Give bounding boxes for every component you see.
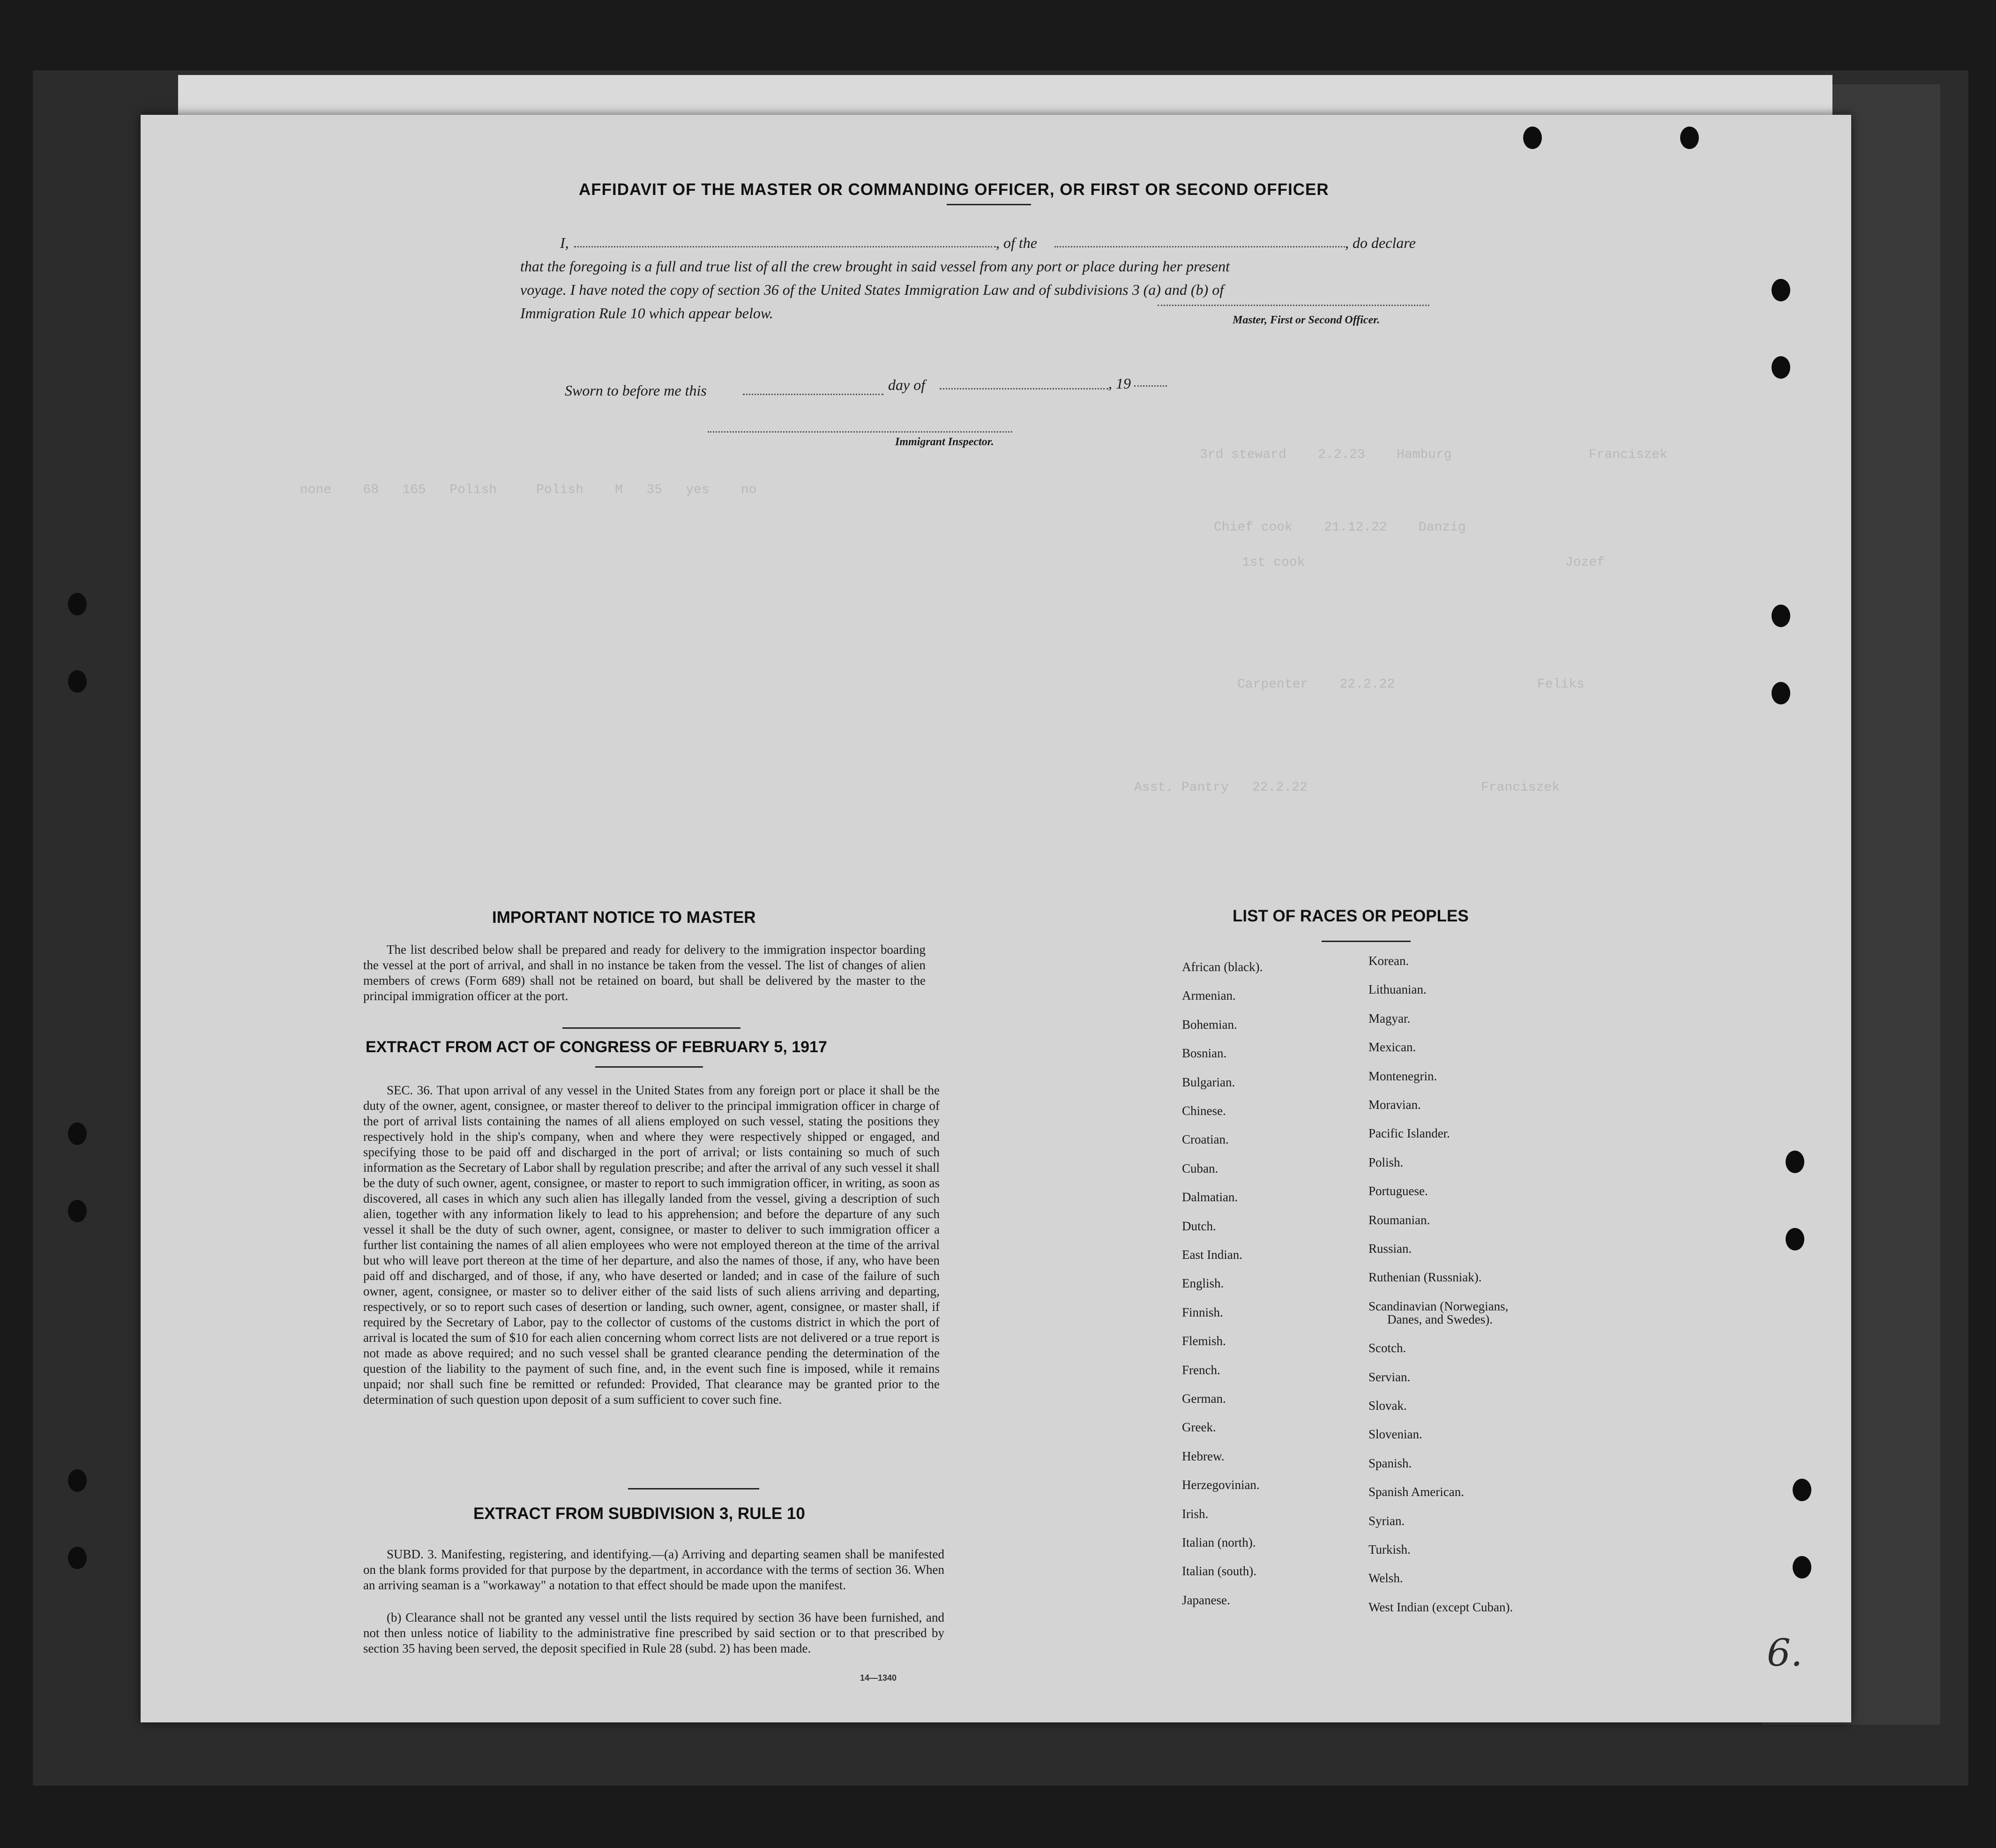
binder-hole: [1772, 356, 1790, 379]
extract-act-title: EXTRACT FROM ACT OF CONGRESS OF FEBRUARY 5, 1917: [366, 1038, 827, 1056]
sworn-year-field[interactable]: [1134, 385, 1167, 387]
bleed-through-text: Franciszek: [1481, 780, 1560, 795]
race-item-col1-19: Irish.: [1182, 1506, 1209, 1521]
race-item-col1-12: Finnish.: [1182, 1305, 1223, 1319]
inspector-signature-field[interactable]: [708, 431, 1012, 433]
race-item-col2-17: Slovenian.: [1368, 1427, 1422, 1442]
race-item-col2-3: Mexican.: [1368, 1040, 1416, 1055]
extract-act-text: SEC. 36. That upon arrival of any vessel in the United States from any foreign port or place it shall be the duty of the owner, agent, consignee, or master thereof to deliver to the principal immigration officer in charge of the port of arrival lists containing the names of all aliens employed on such vessel, stating the positions they respectively hold in the ship's company, when and where they were respectively shipped or engaged, and specifying those to be paid off and discharged in the port of arrival; or lists containing so much of such information as the Secretary of Labor shall by regulation prescribe; and after the arrival of any such vessel it shall be the duty of such owner, agent, consignee, or master to report to such immigration officer, in writing, as soon as discovered, all cases in which any such alien has illegally landed from the vessel, giving a description of such alien, together with any information likely to lead to his apprehension; and before the departure of any such vessel it shall be the duty of such owner, agent, consignee, or master to deliver to such immigration officer a further list containing the names of all alien employees who were not employed thereon at the time of the arrival but who will leave port thereon at the time of her departure, and also the names of those, if any, who have been paid off and discharged, and of those, if any, who have deserted or landed; and in case of the failure of such owner, agent, consignee, or master so to deliver either of the said lists of such aliens arriving and departing, respectively, or so to report such cases of desertion or landing, such owner, agent, consignee, or master shall, if required by the Secretary of Labor, pay to the collector of customs of the customs district in which the port of arrival is located the sum of $10 for each alien concerning whom correct lists are not delivered or a true report is not made as above required; and no such vessel shall be granted clearance pending the determination of the question of the liability to the payment of such fine, and, in the event such fine is imposed, while it remains unpaid; nor shall such fine be remitted or refunded: Provided, That clearance may be granted prior to the determination of such question upon deposit of a sum sufficient to cover such fine.: [363, 1083, 940, 1407]
extract-rule-para-b: (b) Clearance shall not be granted any vessel until the lists required by section 36 have been furnished, and not then unless notice of liability to the administrative fine prescribed by said section or to that prescribed by section 35 having been served, the deposit specified in Rule 28 (subd. 2) has been made.: [363, 1610, 944, 1655]
binder-hole: [1523, 127, 1542, 149]
binder-hole: [1786, 1228, 1804, 1250]
title-underline: [947, 204, 1031, 205]
race-item-col1-20: Italian (north).: [1182, 1535, 1256, 1549]
bleed-through-text: Asst. Pantry 22.2.22: [1134, 780, 1308, 795]
manifest-page: [141, 115, 1851, 1722]
bleed-through-text: Jozef: [1565, 555, 1605, 570]
binder-hole: [1772, 279, 1790, 301]
affidavit-do-declare: , do declare: [1345, 234, 1416, 251]
race-item-col2-7: Polish.: [1368, 1155, 1404, 1169]
race-item-col2-2: Magyar.: [1368, 1011, 1411, 1025]
race-item-col2-10: Russian.: [1368, 1242, 1412, 1256]
race-item-col2-6: Pacific Islander.: [1368, 1126, 1450, 1141]
race-item-col2-14: Scotch.: [1368, 1341, 1406, 1355]
race-item-col2-11: Ruthenian (Russniak).: [1368, 1270, 1482, 1285]
binder-hole: [68, 670, 87, 693]
section-divider: [1322, 941, 1411, 942]
race-item-col1-13: Flemish.: [1182, 1334, 1226, 1348]
affidavit-line-2: voyage. I have noted the copy of section 36 of the United States Immigration Law and of subdivisions 3 (a) and (b) of: [520, 281, 1224, 298]
race-item-col2-4: Montenegrin.: [1368, 1069, 1437, 1083]
race-item-col2-1: Lithuanian.: [1368, 982, 1427, 997]
binder-hole: [68, 1469, 87, 1492]
race-item-col1-15: German.: [1182, 1392, 1226, 1406]
sworn-to-label: Sworn to before me this: [565, 382, 707, 399]
extract-rule-para-a: SUBD. 3. Manifesting, registering, and identifying.—(a) Arriving and departing seamen shall be manifested on the blank forms provided for that purpose by the department, in accordance with the terms of section 36. When an arriving seaman is a "workaway" a notation to that effect should be made upon the manifest.: [363, 1547, 944, 1592]
bleed-through-text: 1st cook: [1242, 555, 1305, 570]
race-item-col1-7: Cuban.: [1182, 1161, 1219, 1175]
binder-hole: [68, 593, 87, 615]
section-divider: [628, 1488, 759, 1489]
race-item-col1-21: Italian (south).: [1182, 1564, 1256, 1579]
name-field[interactable]: [574, 246, 996, 247]
race-item-col1-1: Armenian.: [1182, 988, 1236, 1003]
race-item-col1-2: Bohemian.: [1182, 1017, 1237, 1032]
races-title: LIST OF RACES OR PEOPLES: [1233, 907, 1469, 925]
race-item-col1-5: Chinese.: [1182, 1104, 1226, 1118]
vessel-field[interactable]: [1054, 246, 1345, 247]
master-signature-field[interactable]: [1158, 305, 1429, 306]
race-item-col1-4: Bulgarian.: [1182, 1075, 1235, 1089]
master-signature-label: Master, First or Second Officer.: [1233, 314, 1380, 326]
race-item-col1-0: African (black).: [1182, 960, 1263, 974]
race-item-col2-22: Welsh.: [1368, 1571, 1403, 1586]
bleed-through-text: Franciszek: [1589, 448, 1668, 462]
race-item-col1-3: Bosnian.: [1182, 1046, 1227, 1061]
binder-hole: [1772, 605, 1790, 627]
binder-hole: [1793, 1479, 1811, 1501]
race-item-col2-23: West Indian (except Cuban).: [1368, 1600, 1513, 1614]
race-item-col1-14: French.: [1182, 1362, 1220, 1377]
race-item-col2-5: Moravian.: [1368, 1098, 1421, 1112]
bleed-through-text: Carpenter 22.2.22: [1237, 677, 1395, 692]
binder-hole: [68, 1122, 87, 1145]
race-item-col1-18: Herzegovinian.: [1182, 1478, 1260, 1492]
race-item-col1-17: Hebrew.: [1182, 1449, 1225, 1463]
binder-hole: [1772, 682, 1790, 704]
year-label: , 19: [1108, 375, 1131, 392]
race-item-col2-8: Portuguese.: [1368, 1184, 1428, 1198]
race-item-col1-6: Croatian.: [1182, 1132, 1229, 1147]
race-item-col1-8: Dalmatian.: [1182, 1190, 1238, 1205]
bleed-through-text: 3rd steward 2.2.23 Hamburg: [1200, 448, 1452, 462]
race-item-col1-10: East Indian.: [1182, 1248, 1242, 1262]
extract-rule-title: EXTRACT FROM SUBDIVISION 3, RULE 10: [473, 1504, 805, 1523]
race-item-col2-19: Spanish American.: [1368, 1485, 1464, 1499]
affidavit-i: I,: [560, 234, 569, 251]
race-item-col1-11: English.: [1182, 1276, 1224, 1291]
race-item-col1-16: Greek.: [1182, 1420, 1216, 1435]
inspector-label: Immigrant Inspector.: [895, 436, 994, 448]
affidavit-of-the: , of the: [996, 234, 1037, 251]
important-notice-text: The list described below shall be prepared and ready for delivery to the immigration inspector boarding the vessel at the port of arrival, and shall in no instance be taken from the vessel. The list of changes of alien members of crews (Form 689) shall not be retained on board, but shall be delivered by the master to the principal immigration officer at the port.: [363, 943, 926, 1003]
race-item-col2-21: Turkish.: [1368, 1542, 1411, 1556]
race-item-col2-12: Scandinavian (Norwegians,: [1368, 1299, 1509, 1313]
affidavit-line-1: that the foregoing is a full and true list of all the crew brought in said vessel from any port or place during her present: [520, 258, 1230, 275]
race-item-col2-13: Danes, and Swedes).: [1387, 1312, 1493, 1326]
day-of-label: day of: [888, 376, 926, 393]
bleed-through-text: none 68 165 Polish Polish M 35 yes no: [300, 483, 757, 497]
bleed-through-text: Chief cook 21.12.22 Danzig: [1214, 520, 1466, 535]
sworn-month-field[interactable]: [940, 388, 1108, 389]
form-number: 14—1340: [860, 1673, 897, 1683]
race-item-col2-20: Syrian.: [1368, 1513, 1405, 1528]
binder-hole: [68, 1547, 87, 1569]
race-item-col1-9: Dutch.: [1182, 1219, 1216, 1233]
affidavit-title: AFFIDAVIT OF THE MASTER OR COMMANDING OFFICER, OR FIRST OR SECOND OFFICER: [579, 180, 1329, 199]
section-divider: [595, 1066, 703, 1068]
race-item-col2-16: Slovak.: [1368, 1399, 1407, 1413]
race-item-col2-18: Spanish.: [1368, 1456, 1412, 1470]
binder-hole: [1793, 1556, 1811, 1579]
race-item-col1-22: Japanese.: [1182, 1593, 1230, 1607]
handwritten-mark: 6.: [1767, 1631, 1803, 1675]
affidavit-line-3: Immigration Rule 10 which appear below.: [520, 305, 773, 322]
race-item-col2-0: Korean.: [1368, 954, 1409, 968]
race-item-col2-15: Servian.: [1368, 1369, 1411, 1384]
binder-hole: [1786, 1151, 1804, 1173]
important-notice-title: IMPORTANT NOTICE TO MASTER: [492, 908, 756, 927]
section-divider: [562, 1027, 740, 1029]
race-item-col2-9: Roumanian.: [1368, 1212, 1430, 1227]
binder-hole: [68, 1200, 87, 1222]
bleed-through-text: Feliks: [1537, 677, 1585, 692]
sworn-day-field[interactable]: [743, 394, 883, 395]
binder-hole: [1680, 127, 1699, 149]
